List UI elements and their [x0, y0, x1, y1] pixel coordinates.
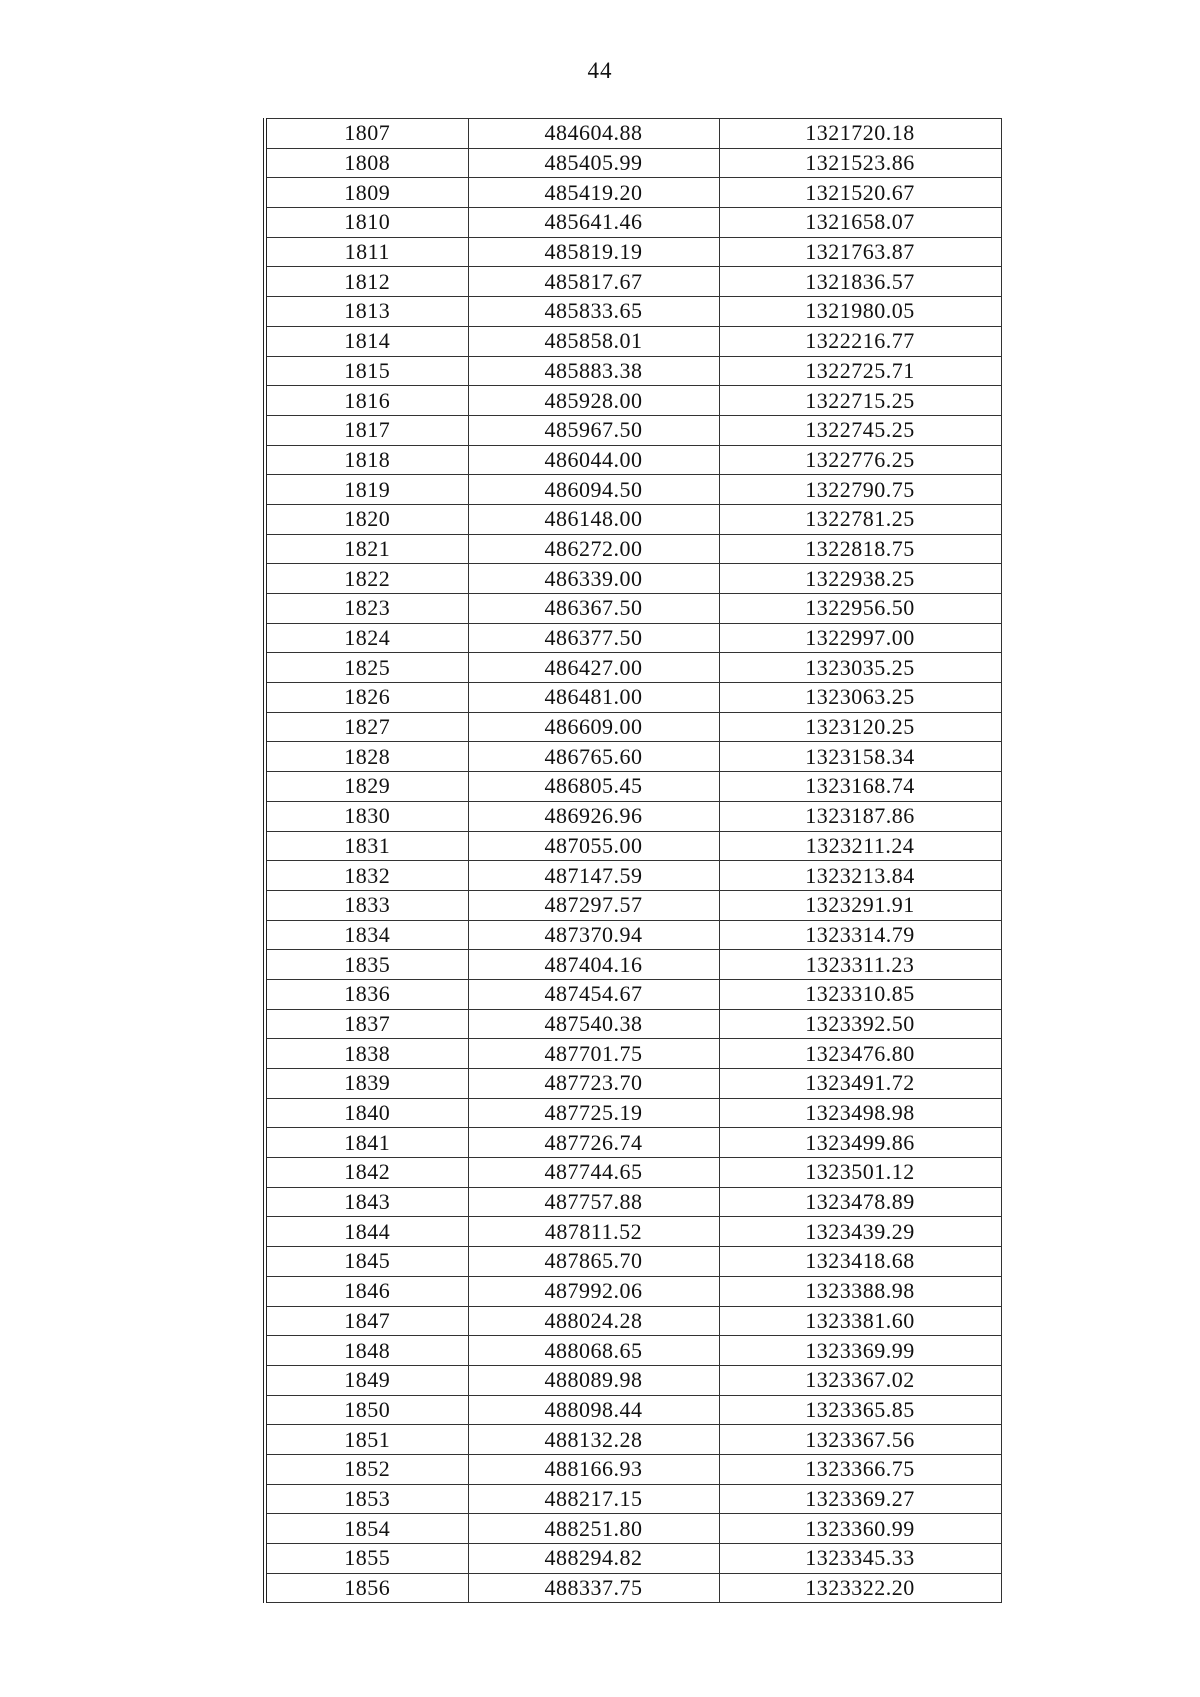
x-coordinate-cell: 487055.00 [468, 831, 719, 861]
table-row [265, 1009, 1001, 1039]
x-coordinate-cell: 488166.93 [468, 1454, 719, 1484]
x-coordinate-cell: 486805.45 [468, 772, 719, 802]
y-coordinate-cell: 1323499.86 [719, 1128, 1001, 1158]
x-coordinate-cell: 487404.16 [468, 950, 719, 980]
x-coordinate-cell: 485419.20 [468, 178, 719, 208]
x-coordinate-cell: 488068.65 [468, 1336, 719, 1366]
y-coordinate-cell: 1323367.02 [719, 1365, 1001, 1395]
table-row [265, 1306, 1001, 1336]
x-coordinate-cell: 487725.19 [468, 1098, 719, 1128]
x-coordinate-cell: 486609.00 [468, 712, 719, 742]
y-coordinate-cell: 1321658.07 [719, 208, 1001, 238]
point-number-cell: 1818 [265, 445, 468, 475]
table-row [265, 683, 1001, 713]
point-number-cell: 1851 [265, 1425, 468, 1455]
table-row [265, 831, 1001, 861]
table-row [265, 1365, 1001, 1395]
table-row [265, 1573, 1001, 1603]
table-row [265, 534, 1001, 564]
x-coordinate-cell: 487701.75 [468, 1039, 719, 1069]
y-coordinate-cell: 1323439.29 [719, 1217, 1001, 1247]
page-number: 44 [587, 58, 613, 83]
y-coordinate-cell: 1322216.77 [719, 326, 1001, 356]
coordinates-table [263, 118, 1002, 1603]
x-coordinate-cell: 487370.94 [468, 920, 719, 950]
y-coordinate-cell: 1323501.12 [719, 1158, 1001, 1188]
table-row [265, 119, 1001, 149]
table-row [265, 178, 1001, 208]
point-number-cell: 1855 [265, 1544, 468, 1574]
y-coordinate-cell: 1322781.25 [719, 504, 1001, 534]
table-row [265, 267, 1001, 297]
x-coordinate-cell: 486926.96 [468, 801, 719, 831]
table-row [265, 564, 1001, 594]
x-coordinate-cell: 487540.38 [468, 1009, 719, 1039]
y-coordinate-cell: 1322938.25 [719, 564, 1001, 594]
y-coordinate-cell: 1323367.56 [719, 1425, 1001, 1455]
point-number-cell: 1837 [265, 1009, 468, 1039]
point-number-cell: 1807 [265, 119, 468, 149]
y-coordinate-cell: 1323291.91 [719, 890, 1001, 920]
y-coordinate-cell: 1323345.33 [719, 1544, 1001, 1574]
y-coordinate-cell: 1321980.05 [719, 297, 1001, 327]
x-coordinate-cell: 485641.46 [468, 208, 719, 238]
point-number-cell: 1819 [265, 475, 468, 505]
y-coordinate-cell: 1321763.87 [719, 237, 1001, 267]
table-row [265, 950, 1001, 980]
x-coordinate-cell: 487811.52 [468, 1217, 719, 1247]
y-coordinate-cell: 1323187.86 [719, 801, 1001, 831]
x-coordinate-cell: 486481.00 [468, 683, 719, 713]
point-number-cell: 1827 [265, 712, 468, 742]
y-coordinate-cell: 1323322.20 [719, 1573, 1001, 1603]
y-coordinate-cell: 1322997.00 [719, 623, 1001, 653]
point-number-cell: 1839 [265, 1069, 468, 1099]
x-coordinate-cell: 486377.50 [468, 623, 719, 653]
x-coordinate-cell: 485405.99 [468, 148, 719, 178]
x-coordinate-cell: 488294.82 [468, 1544, 719, 1574]
point-number-cell: 1842 [265, 1158, 468, 1188]
table-row [265, 1514, 1001, 1544]
x-coordinate-cell: 488098.44 [468, 1395, 719, 1425]
point-number-cell: 1823 [265, 594, 468, 624]
table-row [265, 1187, 1001, 1217]
y-coordinate-cell: 1322790.75 [719, 475, 1001, 505]
x-coordinate-cell: 487454.67 [468, 979, 719, 1009]
x-coordinate-cell: 486148.00 [468, 504, 719, 534]
point-number-cell: 1833 [265, 890, 468, 920]
point-number-cell: 1824 [265, 623, 468, 653]
table-row [265, 801, 1001, 831]
y-coordinate-cell: 1323392.50 [719, 1009, 1001, 1039]
x-coordinate-cell: 488089.98 [468, 1365, 719, 1395]
point-number-cell: 1848 [265, 1336, 468, 1366]
point-number-cell: 1821 [265, 534, 468, 564]
point-number-cell: 1809 [265, 178, 468, 208]
table-row [265, 1395, 1001, 1425]
x-coordinate-cell: 488251.80 [468, 1514, 719, 1544]
y-coordinate-cell: 1322715.25 [719, 386, 1001, 416]
y-coordinate-cell: 1323168.74 [719, 772, 1001, 802]
table-row [265, 861, 1001, 891]
point-number-cell: 1841 [265, 1128, 468, 1158]
x-coordinate-cell: 486367.50 [468, 594, 719, 624]
point-number-cell: 1830 [265, 801, 468, 831]
y-coordinate-cell: 1323369.27 [719, 1484, 1001, 1514]
point-number-cell: 1834 [265, 920, 468, 950]
y-coordinate-cell: 1323063.25 [719, 683, 1001, 713]
point-number-cell: 1825 [265, 653, 468, 683]
table-row [265, 1454, 1001, 1484]
x-coordinate-cell: 488132.28 [468, 1425, 719, 1455]
y-coordinate-cell: 1322818.75 [719, 534, 1001, 564]
y-coordinate-cell: 1323491.72 [719, 1069, 1001, 1099]
x-coordinate-cell: 487865.70 [468, 1247, 719, 1277]
y-coordinate-cell: 1322956.50 [719, 594, 1001, 624]
x-coordinate-cell: 487992.06 [468, 1276, 719, 1306]
x-coordinate-cell: 486339.00 [468, 564, 719, 594]
table-row [265, 1128, 1001, 1158]
y-coordinate-cell: 1323365.85 [719, 1395, 1001, 1425]
y-coordinate-cell: 1321520.67 [719, 178, 1001, 208]
x-coordinate-cell: 487297.57 [468, 890, 719, 920]
point-number-cell: 1849 [265, 1365, 468, 1395]
point-number-cell: 1831 [265, 831, 468, 861]
y-coordinate-cell: 1323381.60 [719, 1306, 1001, 1336]
x-coordinate-cell: 488024.28 [468, 1306, 719, 1336]
point-number-cell: 1817 [265, 415, 468, 445]
x-coordinate-cell: 485883.38 [468, 356, 719, 386]
table-row [265, 1098, 1001, 1128]
x-coordinate-cell: 486094.50 [468, 475, 719, 505]
point-number-cell: 1856 [265, 1573, 468, 1603]
y-coordinate-cell: 1323369.99 [719, 1336, 1001, 1366]
x-coordinate-cell: 485858.01 [468, 326, 719, 356]
y-coordinate-cell: 1323035.25 [719, 653, 1001, 683]
point-number-cell: 1846 [265, 1276, 468, 1306]
table-row [265, 326, 1001, 356]
table-row [265, 1336, 1001, 1366]
point-number-cell: 1812 [265, 267, 468, 297]
point-number-cell: 1828 [265, 742, 468, 772]
point-number-cell: 1822 [265, 564, 468, 594]
table-row [265, 712, 1001, 742]
table-row [265, 742, 1001, 772]
point-number-cell: 1826 [265, 683, 468, 713]
x-coordinate-cell: 485833.65 [468, 297, 719, 327]
x-coordinate-cell: 484604.88 [468, 119, 719, 149]
x-coordinate-cell: 488217.15 [468, 1484, 719, 1514]
point-number-cell: 1847 [265, 1306, 468, 1336]
point-number-cell: 1829 [265, 772, 468, 802]
table-row [265, 356, 1001, 386]
table-row [265, 208, 1001, 238]
table-row [265, 653, 1001, 683]
table-row [265, 1158, 1001, 1188]
y-coordinate-cell: 1321720.18 [719, 119, 1001, 149]
point-number-cell: 1808 [265, 148, 468, 178]
point-number-cell: 1813 [265, 297, 468, 327]
table-row [265, 415, 1001, 445]
y-coordinate-cell: 1323213.84 [719, 861, 1001, 891]
y-coordinate-cell: 1323418.68 [719, 1247, 1001, 1277]
x-coordinate-cell: 486765.60 [468, 742, 719, 772]
point-number-cell: 1810 [265, 208, 468, 238]
y-coordinate-cell: 1323360.99 [719, 1514, 1001, 1544]
y-coordinate-cell: 1323476.80 [719, 1039, 1001, 1069]
point-number-cell: 1850 [265, 1395, 468, 1425]
table-row [265, 1484, 1001, 1514]
y-coordinate-cell: 1323388.98 [719, 1276, 1001, 1306]
x-coordinate-cell: 487726.74 [468, 1128, 719, 1158]
x-coordinate-cell: 487723.70 [468, 1069, 719, 1099]
y-coordinate-cell: 1323478.89 [719, 1187, 1001, 1217]
y-coordinate-cell: 1322745.25 [719, 415, 1001, 445]
point-number-cell: 1815 [265, 356, 468, 386]
table-row [265, 772, 1001, 802]
x-coordinate-cell: 485817.67 [468, 267, 719, 297]
point-number-cell: 1840 [265, 1098, 468, 1128]
x-coordinate-cell: 486427.00 [468, 653, 719, 683]
table-row [265, 1217, 1001, 1247]
y-coordinate-cell: 1321836.57 [719, 267, 1001, 297]
table-row [265, 475, 1001, 505]
table-row [265, 445, 1001, 475]
y-coordinate-cell: 1323314.79 [719, 920, 1001, 950]
point-number-cell: 1832 [265, 861, 468, 891]
table-row [265, 1544, 1001, 1574]
y-coordinate-cell: 1322725.71 [719, 356, 1001, 386]
table-row [265, 297, 1001, 327]
x-coordinate-cell: 488337.75 [468, 1573, 719, 1603]
point-number-cell: 1845 [265, 1247, 468, 1277]
y-coordinate-cell: 1323158.34 [719, 742, 1001, 772]
point-number-cell: 1820 [265, 504, 468, 534]
table-row [265, 386, 1001, 416]
table-row [265, 594, 1001, 624]
point-number-cell: 1814 [265, 326, 468, 356]
table-row [265, 890, 1001, 920]
x-coordinate-cell: 486044.00 [468, 445, 719, 475]
point-number-cell: 1811 [265, 237, 468, 267]
table-row [265, 1039, 1001, 1069]
table-row [265, 920, 1001, 950]
y-coordinate-cell: 1321523.86 [719, 148, 1001, 178]
point-number-cell: 1835 [265, 950, 468, 980]
table-row [265, 1069, 1001, 1099]
table-row [265, 1425, 1001, 1455]
table-body [265, 119, 1001, 1603]
table-row [265, 623, 1001, 653]
y-coordinate-cell: 1323120.25 [719, 712, 1001, 742]
x-coordinate-cell: 485967.50 [468, 415, 719, 445]
x-coordinate-cell: 485928.00 [468, 386, 719, 416]
table-row [265, 148, 1001, 178]
point-number-cell: 1844 [265, 1217, 468, 1247]
x-coordinate-cell: 487757.88 [468, 1187, 719, 1217]
point-number-cell: 1836 [265, 979, 468, 1009]
x-coordinate-cell: 487744.65 [468, 1158, 719, 1188]
y-coordinate-cell: 1323311.23 [719, 950, 1001, 980]
point-number-cell: 1816 [265, 386, 468, 416]
y-coordinate-cell: 1323310.85 [719, 979, 1001, 1009]
y-coordinate-cell: 1323211.24 [719, 831, 1001, 861]
point-number-cell: 1843 [265, 1187, 468, 1217]
table-row [265, 1276, 1001, 1306]
table-row [265, 237, 1001, 267]
point-number-cell: 1854 [265, 1514, 468, 1544]
x-coordinate-cell: 485819.19 [468, 237, 719, 267]
y-coordinate-cell: 1323366.75 [719, 1454, 1001, 1484]
table-row [265, 504, 1001, 534]
table-row [265, 1247, 1001, 1277]
y-coordinate-cell: 1322776.25 [719, 445, 1001, 475]
point-number-cell: 1852 [265, 1454, 468, 1484]
table-row [265, 979, 1001, 1009]
x-coordinate-cell: 486272.00 [468, 534, 719, 564]
y-coordinate-cell: 1323498.98 [719, 1098, 1001, 1128]
point-number-cell: 1853 [265, 1484, 468, 1514]
point-number-cell: 1838 [265, 1039, 468, 1069]
x-coordinate-cell: 487147.59 [468, 861, 719, 891]
